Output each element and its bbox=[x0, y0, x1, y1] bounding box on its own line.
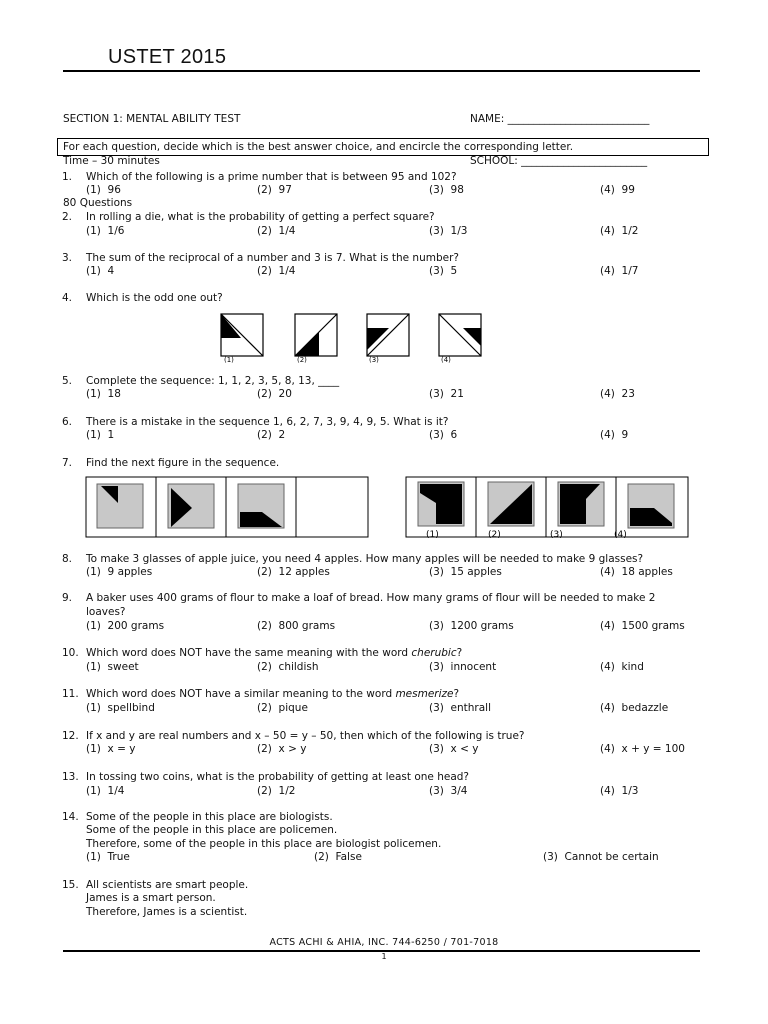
question-text: To make 3 glasses of apple juice, you need 4 apples. How many apples will be needed to make 9 glasses? bbox=[86, 553, 644, 565]
option[interactable]: (3) 98 bbox=[429, 184, 464, 196]
instructions-box: For each question, decide which is the best answer choice, and encircle the corresponding letter. bbox=[57, 138, 709, 156]
fig-label: (1) bbox=[426, 530, 439, 540]
question-3 bbox=[62, 252, 459, 266]
option[interactable]: (4) 99 bbox=[600, 184, 635, 196]
section-label: SECTION 1: MENTAL ABILITY TEST bbox=[63, 113, 241, 125]
question-number: 15. bbox=[62, 879, 79, 891]
option[interactable]: (3) 1200 grams bbox=[429, 620, 514, 632]
footer-company: ACTS ACHI & AHIA, INC. 744-6250 / 701-7018 bbox=[269, 937, 499, 948]
option[interactable]: (2) 12 apples bbox=[257, 566, 330, 578]
question-text: There is a mistake in the sequence 1, 6, 2, 7, 3, 9, 4, 9, 5. What is it? bbox=[86, 416, 449, 428]
question-10 bbox=[62, 647, 462, 661]
option[interactable]: (4) 23 bbox=[600, 388, 635, 400]
q7-choices bbox=[406, 477, 688, 537]
option[interactable]: (1) spellbind bbox=[86, 702, 155, 714]
options-1 bbox=[86, 184, 706, 198]
option[interactable]: (2) False bbox=[314, 851, 362, 863]
options-6 bbox=[86, 429, 706, 443]
question-7 bbox=[62, 457, 279, 471]
option[interactable]: (3) 5 bbox=[429, 265, 458, 277]
option[interactable]: (2) 1/4 bbox=[257, 265, 296, 277]
question-text: Which word does NOT have the same meaning with the word bbox=[86, 647, 412, 659]
options-14 bbox=[86, 851, 706, 865]
option[interactable]: (4) 1/2 bbox=[600, 225, 639, 237]
option[interactable]: (4) x + y = 100 bbox=[600, 743, 685, 755]
question-text: Complete the sequence: 1, 1, 2, 3, 5, 8, 13, ____ bbox=[86, 375, 340, 387]
question-number: 14. bbox=[62, 811, 79, 823]
question-2 bbox=[62, 211, 435, 225]
option[interactable]: (3) innocent bbox=[429, 661, 497, 673]
question-number: 11. bbox=[62, 688, 79, 700]
question-text: Find the next figure in the sequence. bbox=[86, 457, 280, 469]
question-end: ? bbox=[456, 647, 463, 659]
q4-figure-3[interactable] bbox=[367, 314, 409, 356]
option[interactable]: (1) 4 bbox=[86, 265, 115, 277]
question-11 bbox=[62, 688, 459, 702]
question-text: Which word does NOT have a similar meaning to the word bbox=[86, 688, 396, 700]
question-number: 13. bbox=[62, 771, 79, 783]
option[interactable]: (2) 97 bbox=[257, 184, 292, 196]
option[interactable]: (1) x = y bbox=[86, 743, 136, 755]
question-15 bbox=[62, 879, 248, 893]
option[interactable]: (4) kind bbox=[600, 661, 644, 673]
question-number: 10. bbox=[62, 647, 79, 659]
option[interactable]: (1) 1 bbox=[86, 429, 115, 441]
question-text: In rolling a die, what is the probability of getting a perfect square? bbox=[86, 211, 435, 223]
option[interactable]: (3) enthrall bbox=[429, 702, 492, 714]
time-label: Time – 30 minutes bbox=[63, 155, 160, 167]
question-14 bbox=[62, 811, 333, 825]
question-5 bbox=[62, 375, 339, 389]
q7-seq-figure-2 bbox=[168, 484, 214, 528]
question-9 bbox=[62, 592, 655, 606]
question-text: Which is the odd one out? bbox=[86, 292, 223, 304]
q4-figure-1[interactable] bbox=[221, 314, 263, 356]
options-8 bbox=[86, 566, 706, 580]
question-number: 2. bbox=[62, 211, 73, 223]
question-end: ? bbox=[453, 688, 460, 700]
question-number: 4. bbox=[62, 292, 73, 304]
options-9 bbox=[86, 620, 706, 634]
question-1 bbox=[62, 171, 457, 185]
question-text: A baker uses 400 grams of flour to make a loaf of bread. How many grams of flour will be needed to make 2 bbox=[86, 592, 656, 604]
question-14-line-2: Some of the people in this place are policemen. bbox=[86, 824, 338, 836]
q7-seq-figure-3 bbox=[238, 484, 284, 528]
q7-sequence bbox=[86, 477, 368, 537]
option[interactable]: (2) 2 bbox=[257, 429, 286, 441]
q7-choice-1[interactable] bbox=[418, 482, 464, 526]
question-number: 5. bbox=[62, 375, 73, 387]
header-right bbox=[470, 84, 649, 182]
option[interactable]: (1) True bbox=[86, 851, 130, 863]
q4-figures bbox=[215, 310, 495, 366]
option[interactable]: (2) 20 bbox=[257, 388, 292, 400]
question-number: 3. bbox=[62, 252, 73, 264]
option[interactable]: (4) 18 apples bbox=[600, 566, 673, 578]
options-5 bbox=[86, 388, 706, 402]
q7-choice-3[interactable] bbox=[558, 482, 604, 526]
question-number: 1. bbox=[62, 171, 73, 183]
question-number: 9. bbox=[62, 592, 73, 604]
option[interactable]: (3) 3/4 bbox=[429, 785, 468, 797]
question-text: In tossing two coins, what is the probability of getting at least one head? bbox=[86, 771, 469, 783]
fig-label: (1) bbox=[224, 356, 234, 364]
option[interactable]: (2) 1/2 bbox=[257, 785, 296, 797]
option[interactable]: (2) 800 grams bbox=[257, 620, 336, 632]
option[interactable]: (1) 18 bbox=[86, 388, 121, 400]
q7-figures bbox=[84, 475, 694, 541]
question-text: Some of the people in this place are biologists. bbox=[86, 811, 333, 823]
option[interactable]: (4) bedazzle bbox=[600, 702, 669, 714]
option[interactable]: (3) 15 apples bbox=[429, 566, 502, 578]
question-15-line-2: James is a smart person. bbox=[86, 892, 216, 904]
question-9-continued: loaves? bbox=[86, 606, 126, 618]
options-13 bbox=[86, 785, 706, 799]
question-6 bbox=[62, 416, 448, 430]
q7-choice-4[interactable] bbox=[628, 484, 674, 528]
q4-figure-2[interactable] bbox=[295, 314, 337, 356]
option[interactable]: (1) 1/6 bbox=[86, 225, 125, 237]
option[interactable]: (2) pique bbox=[257, 702, 308, 714]
option[interactable]: (1) 1/4 bbox=[86, 785, 125, 797]
option[interactable]: (3) Cannot be certain bbox=[543, 851, 659, 863]
question-13 bbox=[62, 771, 469, 785]
page-number: 1 bbox=[381, 952, 387, 961]
q7-seq-figure-1 bbox=[97, 484, 143, 528]
option[interactable]: (2) x > y bbox=[257, 743, 307, 755]
question-text: The sum of the reciprocal of a number and 3 is 7. What is the number? bbox=[86, 252, 459, 264]
option[interactable]: (2) childish bbox=[257, 661, 319, 673]
option[interactable]: (4) 1/3 bbox=[600, 785, 639, 797]
question-text: If x and y are real numbers and x – 50 = y – 50, then which of the following is true? bbox=[86, 730, 525, 742]
fig-label: (2) bbox=[297, 356, 307, 364]
question-number: 12. bbox=[62, 730, 79, 742]
question-14-line-3: Therefore, some of the people in this place are biologist policemen. bbox=[86, 838, 442, 850]
name-field[interactable]: NAME: ___________________________ bbox=[470, 113, 650, 125]
option[interactable]: (4) 1/7 bbox=[600, 265, 639, 277]
options-2 bbox=[86, 225, 706, 239]
question-number: 6. bbox=[62, 416, 73, 428]
option[interactable]: (1) sweet bbox=[86, 661, 139, 673]
question-15-line-3: Therefore, James is a scientist. bbox=[86, 906, 248, 918]
option[interactable]: (3) 1/3 bbox=[429, 225, 468, 237]
option[interactable]: (3) 21 bbox=[429, 388, 464, 400]
options-12 bbox=[86, 743, 706, 757]
keyword: cherubic bbox=[411, 647, 457, 659]
fig-label: (2) bbox=[488, 530, 501, 540]
fig-label: (3) bbox=[369, 356, 379, 364]
question-number: 7. bbox=[62, 457, 73, 469]
keyword: mesmerize bbox=[395, 688, 454, 700]
header-rule bbox=[63, 70, 700, 72]
option[interactable]: (4) 9 bbox=[600, 429, 629, 441]
options-3 bbox=[86, 265, 706, 279]
fig-label: (4) bbox=[441, 356, 451, 364]
question-4 bbox=[62, 292, 223, 306]
option[interactable]: (3) 6 bbox=[429, 429, 458, 441]
fig-label: (4) bbox=[614, 530, 627, 540]
options-10 bbox=[86, 661, 706, 675]
fig-label: (3) bbox=[550, 530, 563, 540]
question-count: 80 Questions bbox=[63, 197, 133, 209]
question-text: All scientists are smart people. bbox=[86, 879, 249, 891]
q4-figure-4[interactable] bbox=[439, 314, 481, 356]
option[interactable]: (1) 96 bbox=[86, 184, 121, 196]
question-8 bbox=[62, 553, 643, 567]
options-11 bbox=[86, 702, 706, 716]
q7-choice-2[interactable] bbox=[488, 482, 534, 526]
school-field[interactable]: SCHOOL: ________________________ bbox=[470, 155, 648, 167]
question-number: 8. bbox=[62, 553, 73, 565]
option[interactable]: (4) 1500 grams bbox=[600, 620, 685, 632]
exam-title: USTET 2015 bbox=[108, 46, 227, 68]
question-12 bbox=[62, 730, 524, 744]
option[interactable]: (3) x < y bbox=[429, 743, 479, 755]
question-text: Which of the following is a prime number that is between 95 and 102? bbox=[86, 171, 457, 183]
option[interactable]: (1) 9 apples bbox=[86, 566, 153, 578]
option[interactable]: (2) 1/4 bbox=[257, 225, 296, 237]
option[interactable]: (1) 200 grams bbox=[86, 620, 165, 632]
